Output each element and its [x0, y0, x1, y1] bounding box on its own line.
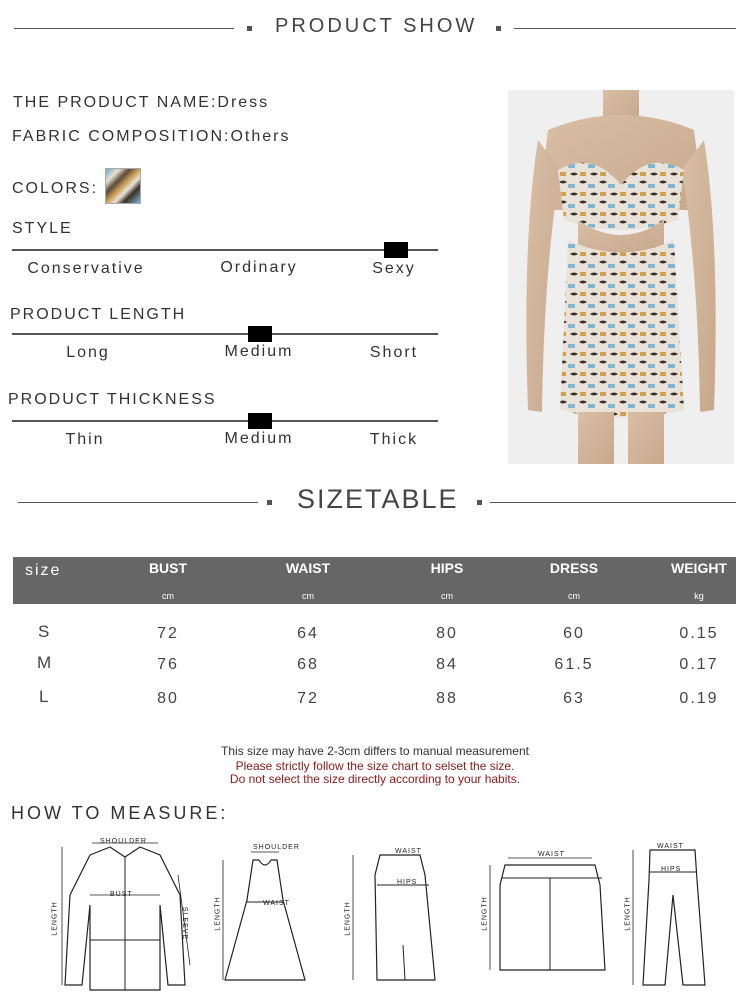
pants-length-label: LENGTH — [624, 896, 632, 931]
row-l-size: L — [39, 687, 49, 706]
row-m-bust: 76 — [157, 656, 179, 673]
shorts-measure-diagram — [480, 850, 610, 980]
sizetable-rule-left — [18, 502, 258, 503]
length-option-long: Long — [66, 344, 110, 361]
jacket-bust-label: BUST — [110, 891, 133, 898]
product-photo — [508, 90, 734, 464]
sizetable-bullet-left — [267, 500, 272, 505]
col-header-waist: WAIST — [285, 560, 331, 576]
row-s-bust: 72 — [157, 625, 179, 642]
dress-shoulder-label: SHOULDER — [253, 844, 300, 851]
length-scale — [12, 333, 438, 335]
style-scale — [12, 249, 438, 251]
unit-weight: kg — [694, 591, 704, 601]
row-s-dress: 60 — [563, 625, 585, 642]
row-l-bust: 80 — [157, 690, 179, 707]
col-header-dress: DRESS — [549, 560, 599, 576]
unit-dress: cm — [568, 591, 580, 601]
style-option-conservative: Conservative — [27, 260, 145, 277]
row-l-weight: 0.19 — [679, 690, 719, 707]
jacket-sleeve-label: SLEEVE — [181, 906, 189, 941]
sizetable-title: SIZETABLE — [297, 484, 459, 514]
row-m-dress: 61.5 — [554, 656, 594, 673]
thickness-option-medium: Medium — [224, 430, 294, 447]
skirt-hips-label: HIPS — [397, 879, 418, 886]
skirt-measure-diagram — [345, 845, 445, 990]
row-s-waist: 64 — [297, 625, 319, 642]
skirt-icon — [345, 845, 445, 990]
thickness-marker — [248, 413, 272, 429]
mannequin-dress-illustration — [508, 90, 734, 464]
note-follow-chart: Please strictly follow the size chart to selset the size. — [235, 759, 515, 773]
shorts-length-label: LENGTH — [481, 896, 489, 931]
note-dont-select-by-habit: Do not select the size directly according to your habits. — [229, 772, 521, 786]
product-show-title: PRODUCT SHOW — [275, 15, 478, 37]
how-to-measure-title: HOW TO MEASURE: — [11, 803, 229, 823]
jacket-icon — [50, 835, 200, 995]
jacket-shoulder-label: SHOULDER — [100, 838, 147, 845]
pants-waist-label: WAIST — [657, 843, 684, 850]
length-title: PRODUCT LENGTH — [10, 306, 187, 323]
style-marker — [384, 242, 408, 258]
dress-measure-diagram — [215, 840, 315, 990]
pants-measure-diagram — [625, 840, 725, 990]
thickness-scale — [12, 420, 438, 422]
unit-bust: cm — [162, 591, 174, 601]
row-l-dress: 63 — [563, 690, 585, 707]
header-bullet-right — [496, 26, 501, 31]
col-header-weight: WEIGHT — [671, 560, 727, 576]
col-header-hips: HIPS — [430, 560, 464, 576]
style-option-sexy: Sexy — [372, 260, 416, 277]
row-s-weight: 0.15 — [679, 625, 719, 642]
row-l-waist: 72 — [297, 690, 319, 707]
unit-hips: cm — [441, 591, 453, 601]
shorts-waist-label: WAIST — [538, 851, 565, 858]
row-m-hips: 84 — [436, 656, 458, 673]
skirt-length-label: LENGTH — [344, 901, 352, 936]
col-header-size: size — [25, 562, 62, 579]
thickness-option-thin: Thin — [65, 431, 105, 448]
length-option-short: Short — [369, 344, 419, 361]
thickness-option-thick: Thick — [369, 431, 419, 448]
dress-icon — [215, 840, 315, 990]
note-measurement-diff: This size may have 2-3cm differs to manual measurement — [221, 744, 529, 758]
dress-length-label: LENGTH — [214, 896, 222, 931]
color-swatch[interactable] — [105, 168, 141, 204]
colors-label: COLORS: — [12, 180, 99, 197]
shorts-icon — [480, 850, 610, 980]
row-l-hips: 88 — [436, 690, 458, 707]
style-title: STYLE — [12, 220, 73, 237]
row-s-hips: 80 — [436, 625, 458, 642]
jacket-measure-diagram — [50, 835, 200, 995]
sizetable-rule-right — [490, 502, 736, 503]
fabric-composition-line: FABRIC COMPOSITION:Others — [12, 128, 291, 145]
size-table-header — [13, 557, 736, 604]
pants-icon — [625, 840, 725, 990]
style-option-ordinary: Ordinary — [220, 259, 298, 276]
product-name-line: THE PRODUCT NAME:Dress — [13, 94, 270, 111]
header-bullet-left — [247, 26, 252, 31]
length-option-medium: Medium — [224, 343, 294, 360]
header-rule-left — [14, 28, 234, 29]
row-m-size: M — [37, 653, 52, 672]
row-m-waist: 68 — [297, 656, 319, 673]
pants-hips-label: HIPS — [661, 866, 682, 873]
length-marker — [248, 326, 272, 342]
sizetable-bullet-right — [477, 500, 482, 505]
row-m-weight: 0.17 — [679, 656, 719, 673]
col-header-bust: BUST — [148, 560, 188, 576]
jacket-length-label: LENGTH — [51, 901, 59, 936]
thickness-title: PRODUCT THICKNESS — [8, 391, 217, 408]
unit-waist: cm — [302, 591, 314, 601]
dress-waist-label: WAIST — [263, 900, 290, 907]
row-s-size: S — [38, 622, 50, 641]
header-rule-right — [514, 28, 736, 29]
skirt-waist-label: WAIST — [395, 848, 422, 855]
